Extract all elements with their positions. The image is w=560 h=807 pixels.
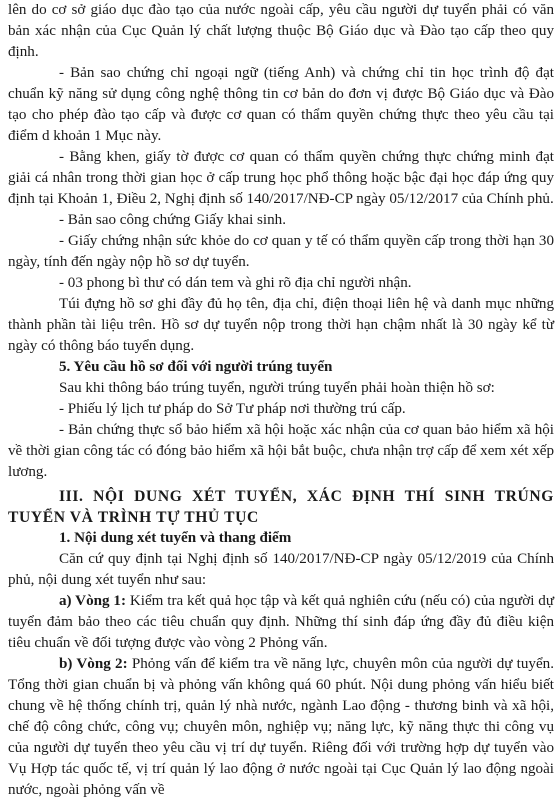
chapter-heading-iii: III. NỘI DUNG XÉT TUYỂN, XÁC ĐỊNH THÍ SINH TRÚNG TUYỂN VÀ TRÌNH TỰ THỦ TỤC xyxy=(8,488,554,526)
paragraph-health-certificate: - Giấy chứng nhận sức khỏe do cơ quan y tế có thẩm quyền cấp trong thời hạn 30 ngày, tính đến ngày nộp hồ sơ dự tuyển. xyxy=(8,233,554,270)
paragraph-social-insurance: - Bản chứng thực sổ bảo hiểm xã hội hoặc xác nhận của cơ quan bảo hiểm xã hội về thời gian công tác có đóng bảo hiểm xã hội bắt buộc, chưa nhận trợ cấp để xem xét xếp lương. xyxy=(8,422,554,480)
paragraph-awards: - Bằng khen, giấy tờ được cơ quan có thẩm quyền chứng thực chứng minh đạt giải cá nhân trong thời gian học ở cấp trung học phổ thông hoặc bậc đại học đáp ứng quy định tại Khoản 1, Điều 2, Nghị định số 140/2017/NĐ-CP ngày 05/12/2017 của Chính phủ. xyxy=(8,149,554,207)
round-2-text: Phỏng vấn để kiểm tra về năng lực, chuyên môn của người dự tuyển. Tổng thời gian chuẩn bị và phỏng vấn không quá 60 phút. Nội dung phỏng vấn hiểu biết chung về hệ thống chính trị, quản lý nhà nước, ngành Lao động - thương binh và xã hội, chế độ công chức, công vụ; chuyên môn, nghiệp vụ; năng lực, kỹ năng thực thi công vụ của người dự tuyển theo yêu cầu vị trí dự tuyển. Riêng đối với trường hợp dự tuyển vào Vụ Hợp tác quốc tế, vị trí quản lý lao động ở nước ngoài tại Cục Quản lý lao động ngoài nước, ngoài phỏng vấn về xyxy=(8,656,554,798)
round-1-text: Kiểm tra kết quả học tập và kết quả nghiên cứu (nếu có) của người dự tuyển đảm bảo theo các tiêu chuẩn quy định. Những thí sinh đáp ứng đầy đủ điều kiện tiêu chuẩn về đối tượng được vào vòng 2 Phỏng vấn. xyxy=(8,593,554,651)
paragraph-dossier-folder: Túi đựng hồ sơ ghi đầy đủ họ tên, địa chỉ, điện thoại liên hệ và danh mục những thành phần tài liệu trên. Hồ sơ dự tuyển nộp trong thời hạn chậm nhất là 30 ngày kể từ ngày có thông báo tuyển dụng. xyxy=(8,296,554,354)
round-2-label: b) Vòng 2: xyxy=(59,656,128,672)
section-heading-5: 5. Yêu cầu hồ sơ đối với người trúng tuyển xyxy=(59,359,333,375)
paragraph-certificates: - Bản sao chứng chỉ ngoại ngữ (tiếng Anh) và chứng chỉ tin học trình độ đạt chuẩn kỹ năng sử dụng công nghệ thông tin cơ bản do đơn vị được Bộ Giáo dục và Đào tạo cho phép đào tạo cấp và được cơ quan có thẩm quyền chứng thực theo yêu cầu tại điểm d khoản 1 Mục này. xyxy=(8,65,554,144)
paragraph-legal-basis: Căn cứ quy định tại Nghị định số 140/2017/NĐ-CP ngày 05/12/2019 của Chính phủ, nội dung xét tuyển như sau: xyxy=(8,551,554,588)
paragraph-after-announcement: Sau khi thông báo trúng tuyển, người trúng tuyển phải hoàn thiện hồ sơ: xyxy=(59,380,495,396)
paragraph-judicial-record: - Phiếu lý lịch tư pháp do Sở Tư pháp nơi thường trú cấp. xyxy=(59,401,406,417)
round-1-label: a) Vòng 1: xyxy=(59,593,126,609)
paragraph-round-1 xyxy=(8,591,554,654)
paragraph-diploma-verification: lên do cơ sở giáo dục đào tạo của nước ngoài cấp, yêu cầu người dự tuyển phải có văn bản xác nhận của Cục Quản lý chất lượng thuộc Bộ Giáo dục và Đào tạo cấp theo quy định. xyxy=(8,2,554,60)
section-heading-1: 1. Nội dung xét tuyển và thang điểm xyxy=(59,530,292,546)
paragraph-birth-certificate: - Bản sao công chứng Giấy khai sinh. xyxy=(59,212,286,228)
paragraph-round-2 xyxy=(8,654,554,801)
paragraph-envelopes: - 03 phong bì thư có dán tem và ghi rõ địa chỉ người nhận. xyxy=(59,275,412,291)
